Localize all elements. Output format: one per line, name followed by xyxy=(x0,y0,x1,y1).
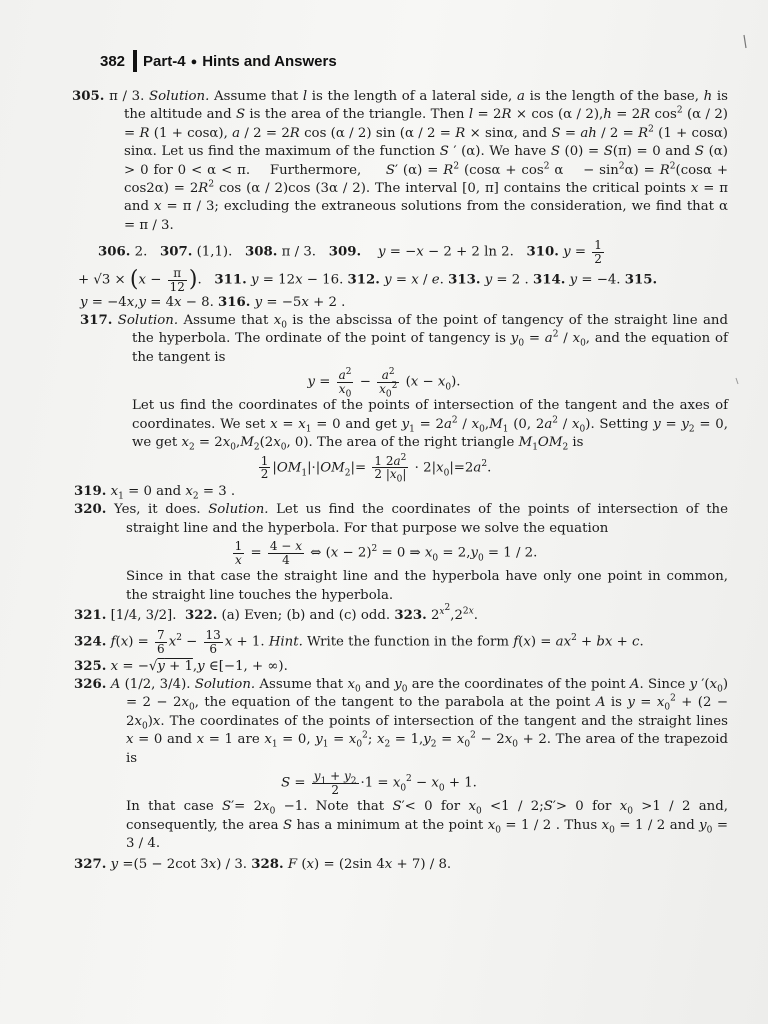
answer-number: 325. xyxy=(74,658,107,674)
answer-number: 313. xyxy=(448,273,481,289)
answers-body xyxy=(72,88,729,874)
answer-number: 307. xyxy=(159,244,193,260)
solution-label: Solution. xyxy=(208,502,269,518)
equation-area-triangle: $\frac{1}{2}$ $|OM_1|\cdot|OM_2|=$ $\frac{1 2a^2}{2 |x_0|}$ · $2|x_0|=2a^2$. xyxy=(260,452,492,485)
equation-intersection: $\frac{1}{x}$ = $\frac{4 - x}{4}$ ⇔ $(x - 2)^2 = 0$ ⇒ $x_0 = 2,y_0 = 1 / 2$. xyxy=(234,539,538,567)
answer-number: 317. xyxy=(80,313,113,329)
answer-number: 326. xyxy=(74,677,107,693)
equation-tangent: y = $\frac{a^2}{x_0}$ − $\frac{a^2}{x_0^2}$ $(x - x_0)$. xyxy=(307,367,461,400)
solution-label: Solution. xyxy=(194,677,256,693)
answer-324: 324. f(x) = $\frac{7}{6}$ $x^2$ − $\frac{13}{6}$ x + 1. Hint. Write the function in the form $f(x) = ax^2$ + bx + c. xyxy=(74,628,644,657)
equation-trapezoid-area: S = $\frac{y_1 + y_2}{2}$ $\cdot 1 = x_0^2 - x_0 + 1$. xyxy=(281,769,477,797)
answer-number: 305. xyxy=(72,89,105,104)
answer-number: 306. xyxy=(98,244,131,260)
answer-number: 323. xyxy=(394,608,427,624)
answer-number: 316. xyxy=(218,294,251,310)
answer-number: 324. xyxy=(74,635,107,651)
answer-317: 317. Solution. Assume that $x_0$ is the abscissa of the point of tangency of the straight line and the hyperbola. The ordinate of the point of tangency is $y_0 = a^2 / x_0$, and the equation of the tangent is xyxy=(80,313,728,365)
header-separator-bar xyxy=(133,50,137,72)
answer-305: 305. π / 3. Solution. Assume that l is the length of a lateral side, a is the length of the base, h is the altitude and S is the area of the triangle. Then l = 2R × cos (α / 2),h = 2R $\cos^2 (\alpha / 2) = R$ (1 + cosα), a / 2 = 2R cos (α / 2) sin (α / 2 = R × sinα, and S = ah / $2 = R^2$ (1 + cosα) sinα. Let us find the maximum of the function S ′ (α). We have S (0) = S(π) = 0 and S (α) > 0 for 0 < α < π. Furthermore, S′ $(\alpha) = R^2$ ($\cos\alpha + \cos^2 \alpha$ − $\sin^2\alpha) = R^2(\cos\alpha + \cos 2\alpha) = 2R^2$ cos (α / 2)cos (3α / 2). The interval [0, π] contains the critical points x = π and x = π / 3; excluding the extraneous solutions from the consideration, we find that α = π / 3. xyxy=(72,89,729,233)
answer-319: 319. $x_1 = 0$ and $x_2 = 3$ . xyxy=(74,483,236,502)
answers-315-316: y = −4x,y = 4x − 8. 316. y = −5x + 2 . xyxy=(80,294,346,310)
answer-326: 326. A (1/2, 3/4). Solution. Assume that $x_0$ and $y_0$ are the coordinates of the point A. Since y $'(x_0) = 2 - 2x_0$, the equation of the tangent to the parabola at the point A is $y = x_0^2 + (2 - 2x_0)x$. The coordinates of the points of intersection of the tangent and the straight lines x = 0 and x = 1 are $x_1 = 0$, $y_1 = x_0^2$; $x_2 = 1,y_2 = x_0^2 - 2x_0 + 2$. The area of the trapezoid is xyxy=(74,677,729,766)
answer-number: 315. xyxy=(624,273,658,289)
answers-321-323: 321. [1/4, 3/2]. 322. (a) Even; (b) and (c) odd. 323. $2^{x^2},2^{2x}$. xyxy=(74,602,478,624)
answer-number: 314. xyxy=(532,273,566,289)
answer-number: 320. xyxy=(74,502,107,518)
answer-number: 312. xyxy=(347,273,380,289)
answer-number: 319. xyxy=(74,483,107,499)
answer-number: 309. xyxy=(328,244,362,260)
answer-317-cont: Let us find the coordinates of the points of intersection of the tangent and the axes of coordinates. We set $x = x_1 = 0$ and get $y_1 = 2a^2 / x_0,M_1$ (0, $2a^2 / x_0$). Setting $y = y_2 = 0$, we get $x_2 = 2x_0,M_2(2x_0$, 0). The area of the right triangle $M_1OM_2$ is xyxy=(132,398,728,453)
page-number: 382 xyxy=(100,53,126,70)
answer-320-cont: Since in that case the straight line and the hyperbola have only one point in common, the straight line touches the hyperbola. xyxy=(126,569,728,603)
answers-327-328: 327. y =(5 − 2cot 3x) / 3. 328. F (x) = (2sin 4x + 7) / 8. xyxy=(74,856,452,872)
page-header xyxy=(100,50,337,72)
part-label: Part-4 xyxy=(143,53,186,70)
answers-306-310: 306. 2. 307. (1,1). 308. π / 3. 309. y = −x − 2 + 2 ln 2. 310. y = $\frac{1}{2}$ xyxy=(98,238,602,266)
answer-number: 321. xyxy=(74,608,107,624)
answer-number: 308. xyxy=(245,244,278,260)
answer-number: 310. xyxy=(526,244,559,260)
hint-label: Hint. xyxy=(268,635,303,651)
answers-310-315: + √3 × (x − $\frac{\pi}{12}$ ). 311. y = 12x − 16. 312. y = x / e. 313. y = 2 . 314. y = −4. 315. xyxy=(78,266,658,295)
pencil-mark xyxy=(744,35,746,48)
answer-326-cont: In that case $S'= 2x_0 -1$. Note that S′< 0 for $x_0 <1$ / 2;S′> 0 for $x_0 >1 / 2$ and, consequently, the area S has a minimum at the point $x_0 = 1 / 2$ . Thus $x_0 = 1 / 2$ and $y_0 = 3 / 4$. xyxy=(126,799,728,852)
answer-number: 328. xyxy=(251,856,284,872)
solution-label: Solution. xyxy=(117,313,179,329)
answer-number: 322. xyxy=(184,608,218,624)
answer-number: 327. xyxy=(74,856,107,872)
answer-320: 320. Yes, it does. Solution. Let us find the coordinates of the points of intersection of the straight line and the hyperbola. For that purpose we solve the equation xyxy=(74,502,728,536)
answer-325: 325. x = −√y + 1,y ∈[−1, + ∞). xyxy=(74,658,288,674)
pencil-tick xyxy=(736,378,738,384)
section-title: Hints and Answers xyxy=(202,53,337,70)
solution-label: Solution. xyxy=(149,89,210,104)
bullet-icon: ● xyxy=(190,56,198,68)
answer-number: 311. xyxy=(214,273,247,289)
